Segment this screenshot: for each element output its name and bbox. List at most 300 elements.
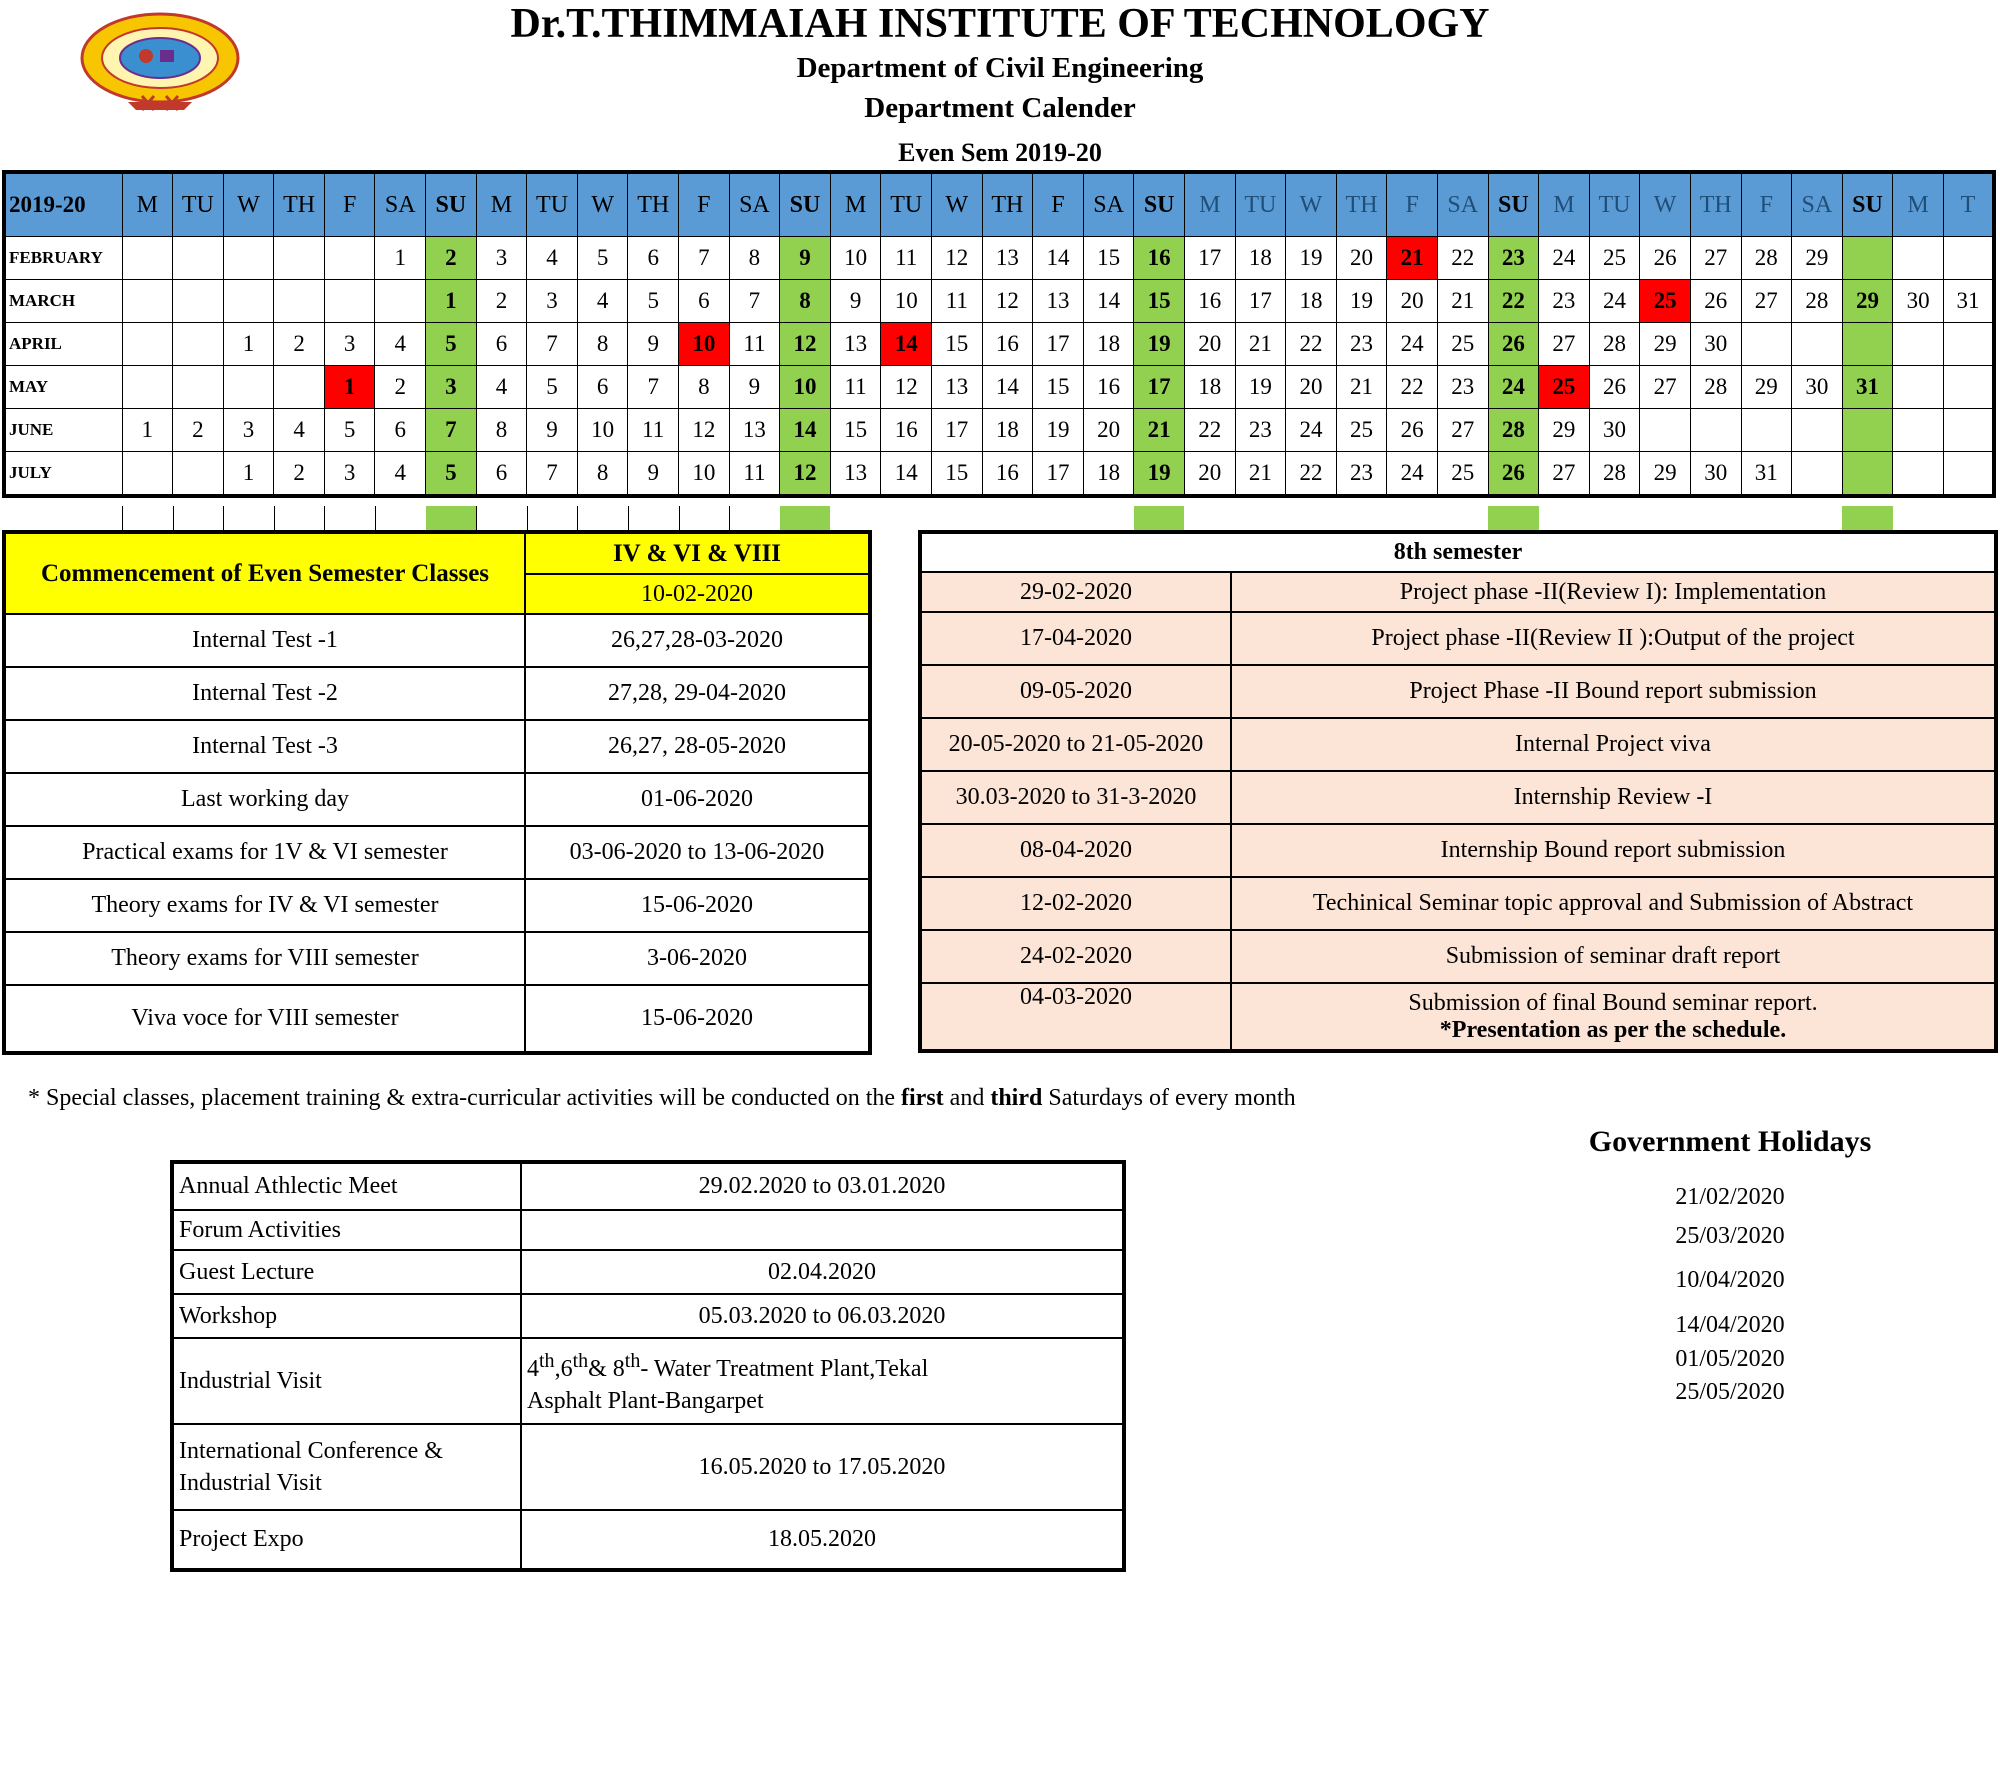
calendar-day: 19 [1235, 366, 1286, 409]
calendar-day: 23 [1336, 452, 1387, 497]
calendar-day: 3 [223, 409, 274, 452]
calendar-day: 16 [1184, 280, 1235, 323]
blank-stub [122, 506, 175, 530]
activity-name: Project Expo [172, 1510, 521, 1570]
calendar-empty-cell [274, 237, 325, 280]
weekday-header: SU [1488, 172, 1539, 237]
calendar-day: 5 [628, 280, 679, 323]
calendar-day: 26 [1690, 280, 1741, 323]
calendar-stub-strip [2, 506, 1996, 530]
eighth-sem-date: 24-02-2020 [920, 930, 1231, 983]
calendar-empty-cell [1741, 323, 1792, 366]
calendar-day: 25 [1336, 409, 1387, 452]
even-semester-schedule [2, 530, 872, 1055]
holiday-day: 10 [679, 323, 730, 366]
schedule-event: Internal Test -1 [4, 614, 525, 667]
calendar-day: 3 [476, 237, 527, 280]
footnote-prefix: * Special classes, placement training & extra-curricular activities will be conducted on the [28, 1085, 902, 1111]
schedule-row [4, 667, 870, 720]
calendar-empty-cell [223, 366, 274, 409]
activity-name: Annual Athlectic Meet [172, 1162, 521, 1210]
weekday-header: M [1893, 172, 1944, 237]
calendar-day: 3 [324, 452, 375, 497]
footnote-suffix: Saturdays of every month [1042, 1085, 1296, 1111]
government-holidays-title: Government Holidays [1588, 1125, 1872, 1158]
calendar-empty-cell [122, 452, 173, 497]
calendar-empty-cell [274, 366, 325, 409]
calendar-day: 5 [577, 237, 628, 280]
calendar-day: 18 [1184, 366, 1235, 409]
calendar-empty-cell [274, 280, 325, 323]
calendar-day: 26 [1640, 237, 1691, 280]
calendar-day: 13 [1033, 280, 1084, 323]
calendar-day: 26 [1387, 409, 1438, 452]
calendar-day: 24 [1589, 280, 1640, 323]
month-label: APRIL [4, 323, 122, 366]
calendar-day: 2 [476, 280, 527, 323]
month-label: FEBRUARY [4, 237, 122, 280]
calendar-day: 6 [628, 237, 679, 280]
calendar-empty-cell [122, 323, 173, 366]
calendar-empty-cell [1842, 452, 1893, 497]
eighth-sem-activity [1231, 983, 1996, 1051]
footnote [28, 1085, 1296, 1112]
calendar-day: 17 [1134, 366, 1185, 409]
blank-stub [577, 506, 630, 530]
calendar-day: 3 [426, 366, 477, 409]
calendar-day: 28 [1589, 452, 1640, 497]
calendar-day: 23 [1488, 237, 1539, 280]
calendar-empty-cell [1842, 323, 1893, 366]
calendar-day: 20 [1286, 366, 1337, 409]
calendar-day: 4 [577, 280, 628, 323]
schedule-date: 3-06-2020 [525, 932, 870, 985]
calendar-day: 3 [527, 280, 578, 323]
calendar-day: 10 [881, 280, 932, 323]
calendar-empty-cell [173, 280, 224, 323]
holiday-day: 21 [1387, 237, 1438, 280]
month-label: MARCH [4, 280, 122, 323]
schedule-event: Theory exams for VIII semester [4, 932, 525, 985]
calendar-empty-cell [1943, 237, 1994, 280]
eighth-sem-activity-text: Submission of final Bound seminar report. [1408, 989, 1818, 1016]
eighth-sem-activity: Techinical Seminar topic approval and Submission of Abstract [1231, 877, 1996, 930]
calendar-day: 20 [1387, 280, 1438, 323]
calendar-day: 20 [1336, 237, 1387, 280]
industrial-visit-detail: 4th,6th& 8th- Water Treatment Plant,Tekal Asphalt Plant-Bangarpet [521, 1338, 1124, 1424]
weekday-header: W [1286, 172, 1337, 237]
weekday-header: F [1387, 172, 1438, 237]
holiday-date: 25/03/2020 [1675, 1223, 1785, 1249]
weekday-header: F [324, 172, 375, 237]
calendar-day: 2 [274, 323, 325, 366]
calendar-day: 8 [679, 366, 730, 409]
calendar-day: 11 [932, 280, 983, 323]
calendar-day: 8 [577, 323, 628, 366]
schedule-event: Viva voce for VIII semester [4, 985, 525, 1053]
calendar-day: 3 [324, 323, 375, 366]
calendar-day: 1 [223, 452, 274, 497]
calendar-day: 19 [1134, 452, 1185, 497]
calendar-empty-cell [375, 280, 426, 323]
schedule-date: 01-06-2020 [525, 773, 870, 826]
calendar-month-row [4, 409, 1994, 452]
calendar-day: 21 [1235, 452, 1286, 497]
holiday-date: 10/04/2020 [1675, 1267, 1785, 1293]
calendar-day: 9 [830, 280, 881, 323]
weekday-header: SA [1792, 172, 1843, 237]
calendar-day: 31 [1842, 366, 1893, 409]
activity-name-line1: International Conference & [179, 1438, 443, 1464]
calendar-day: 25 [1437, 452, 1488, 497]
eighth-sem-date: 04-03-2020 [920, 983, 1231, 1051]
weekday-header: TU [1235, 172, 1286, 237]
calendar-day: 11 [628, 409, 679, 452]
calendar-day: 23 [1235, 409, 1286, 452]
iv-sup-8: th [624, 1350, 641, 1372]
calendar-day: 18 [982, 409, 1033, 452]
schedule-date: 15-06-2020 [525, 879, 870, 932]
calendar-day: 2 [274, 452, 325, 497]
eighth-sem-activity: Project phase -II(Review I): Implementation [1231, 572, 1996, 612]
institute-name: Dr.T.THIMMAIAH INSTITUTE OF TECHNOLOGY [510, 1, 1490, 47]
schedule-date: 26,27,28-03-2020 [525, 614, 870, 667]
iv-sup-4: th [539, 1350, 555, 1372]
activity-name: Industrial Visit [172, 1338, 521, 1424]
activity-name [172, 1424, 521, 1510]
schedule-row [4, 773, 870, 826]
calendar-day: 5 [426, 323, 477, 366]
holiday-day: 1 [324, 366, 375, 409]
calendar-day: 24 [1488, 366, 1539, 409]
iv-sup-6: th [572, 1350, 589, 1372]
calendar-empty-cell [1943, 409, 1994, 452]
weekday-header: SU [1842, 172, 1893, 237]
calendar-day: 27 [1437, 409, 1488, 452]
calendar-day: 31 [1741, 452, 1792, 497]
weekday-header: TH [982, 172, 1033, 237]
calendar-empty-cell [122, 237, 173, 280]
activity-name: Guest Lecture [172, 1250, 521, 1294]
calendar-day: 29 [1842, 280, 1893, 323]
eighth-sem-row [920, 824, 1996, 877]
calendar-empty-cell [1792, 409, 1843, 452]
calendar-day: 7 [527, 323, 578, 366]
weekday-header: SU [780, 172, 831, 237]
iv-sem-6: 6 [560, 1356, 573, 1382]
calendar-empty-cell [1893, 237, 1944, 280]
calendar-day: 8 [476, 409, 527, 452]
weekday-header: W [1640, 172, 1691, 237]
calendar-day: 26 [1488, 323, 1539, 366]
calendar-day: 7 [628, 366, 679, 409]
calendar-day: 7 [729, 280, 780, 323]
calendar-empty-cell [1893, 452, 1944, 497]
eighth-sem-row [920, 877, 1996, 930]
calendar-day: 14 [780, 409, 831, 452]
calendar-day: 16 [982, 452, 1033, 497]
calendar-month-row [4, 237, 1994, 280]
calendar-grid [2, 170, 1996, 498]
calendar-empty-cell [1893, 366, 1944, 409]
holiday-date: 21/02/2020 [1675, 1184, 1785, 1210]
activity-detail: 02.04.2020 [521, 1250, 1124, 1294]
weekday-header: W [932, 172, 983, 237]
calendar-empty-cell [1640, 409, 1691, 452]
calendar-day: 8 [780, 280, 831, 323]
weekday-header: SA [375, 172, 426, 237]
calendar-day: 14 [1083, 280, 1134, 323]
calendar-day: 26 [1488, 452, 1539, 497]
calendar-day: 28 [1589, 323, 1640, 366]
calendar-day: 14 [982, 366, 1033, 409]
calendar-day: 25 [1589, 237, 1640, 280]
eighth-sem-row [920, 612, 1996, 665]
calendar-empty-cell [173, 323, 224, 366]
calendar-day: 6 [476, 323, 527, 366]
calendar-day: 23 [1539, 280, 1590, 323]
calendar-empty-cell [1792, 323, 1843, 366]
weekday-header: SA [729, 172, 780, 237]
footnote-and: and [943, 1085, 991, 1111]
calendar-empty-cell [1792, 452, 1843, 497]
weekday-header: F [1033, 172, 1084, 237]
calendar-day: 30 [1690, 452, 1741, 497]
schedule-row [4, 985, 870, 1053]
calendar-day: 21 [1235, 323, 1286, 366]
blank-stub [729, 506, 782, 530]
weekday-header: SU [426, 172, 477, 237]
calendar-day: 31 [1943, 280, 1994, 323]
sunday-stub [426, 506, 477, 530]
calendar-day: 12 [982, 280, 1033, 323]
calendar-day: 17 [932, 409, 983, 452]
calendar-day: 17 [1033, 323, 1084, 366]
eighth-semester-schedule [918, 530, 1998, 1053]
calendar-month-row [4, 452, 1994, 497]
weekday-header: T [1943, 172, 1994, 237]
calendar-day: 18 [1083, 323, 1134, 366]
calendar-empty-cell [173, 452, 224, 497]
blank-stub [375, 506, 428, 530]
calendar-day: 29 [1539, 409, 1590, 452]
calendar-day: 7 [527, 452, 578, 497]
calendar-day: 6 [577, 366, 628, 409]
activity-detail [521, 1210, 1124, 1250]
iv-line1: - Water Treatment Plant,Tekal [640, 1356, 929, 1382]
weekday-header: M [1184, 172, 1235, 237]
calendar-day: 12 [679, 409, 730, 452]
eighth-sem-date: 20-05-2020 to 21-05-2020 [920, 718, 1231, 771]
calendar-month-row [4, 323, 1994, 366]
calendar-day: 16 [1134, 237, 1185, 280]
calendar-day: 15 [932, 323, 983, 366]
calendar-day: 13 [830, 452, 881, 497]
activity-name-line2: Industrial Visit [179, 1470, 322, 1496]
calendar-day: 19 [1033, 409, 1084, 452]
schedule-event: Theory exams for IV & VI semester [4, 879, 525, 932]
schedule-date: 15-06-2020 [525, 985, 870, 1053]
sunday-stub [1488, 506, 1539, 530]
calendar-empty-cell [1943, 452, 1994, 497]
calendar-day: 8 [577, 452, 628, 497]
eighth-sem-date: 08-04-2020 [920, 824, 1231, 877]
activity-name: Forum Activities [172, 1210, 521, 1250]
calendar-day: 15 [1083, 237, 1134, 280]
calendar-empty-cell [1690, 409, 1741, 452]
calendar-day: 20 [1184, 452, 1235, 497]
blank-stub [628, 506, 681, 530]
calendar-day: 5 [527, 366, 578, 409]
calendar-empty-cell [324, 237, 375, 280]
calendar-day: 4 [476, 366, 527, 409]
calendar-day: 2 [173, 409, 224, 452]
calendar-day: 9 [628, 323, 679, 366]
activities-table [170, 1160, 1126, 1572]
calendar-empty-cell [173, 237, 224, 280]
calendar-day: 17 [1235, 280, 1286, 323]
calendar-day: 29 [1640, 452, 1691, 497]
calendar-day: 10 [679, 452, 730, 497]
eighth-sem-date: 12-02-2020 [920, 877, 1231, 930]
calendar-day: 7 [679, 237, 730, 280]
calendar-day: 24 [1539, 237, 1590, 280]
weekday-header: TU [1589, 172, 1640, 237]
calendar-day: 20 [1184, 323, 1235, 366]
calendar-day: 25 [1437, 323, 1488, 366]
calendar-day: 9 [729, 366, 780, 409]
calendar-day: 18 [1235, 237, 1286, 280]
weekday-header: TH [1336, 172, 1387, 237]
holiday-day: 25 [1640, 280, 1691, 323]
calendar-day: 12 [780, 323, 831, 366]
schedule-event: Internal Test -2 [4, 667, 525, 720]
calendar-day: 11 [729, 323, 780, 366]
schedule-event: Practical exams for 1V & VI semester [4, 826, 525, 879]
calendar-day: 28 [1792, 280, 1843, 323]
calendar-day: 27 [1539, 323, 1590, 366]
calendar-day: 22 [1286, 452, 1337, 497]
calendar-day: 27 [1741, 280, 1792, 323]
calendar-day: 30 [1690, 323, 1741, 366]
calendar-day: 23 [1437, 366, 1488, 409]
calendar-year-label: 2019-20 [4, 172, 122, 237]
calendar-day: 17 [1033, 452, 1084, 497]
calendar-day: 14 [1033, 237, 1084, 280]
calendar-day: 22 [1437, 237, 1488, 280]
eighth-sem-date: 17-04-2020 [920, 612, 1231, 665]
calendar-day: 10 [780, 366, 831, 409]
calendar-day: 27 [1539, 452, 1590, 497]
schedule-row [4, 720, 870, 773]
calendar-day: 11 [729, 452, 780, 497]
calendar-empty-cell [173, 366, 224, 409]
calendar-empty-cell [1842, 237, 1893, 280]
calendar-day: 19 [1134, 323, 1185, 366]
calendar-title: Department Calender [864, 92, 1136, 124]
calendar-day: 21 [1134, 409, 1185, 452]
schedule-event: Last working day [4, 773, 525, 826]
month-label: JULY [4, 452, 122, 497]
calendar-day: 22 [1488, 280, 1539, 323]
calendar-day: 20 [1083, 409, 1134, 452]
weekday-header: TU [881, 172, 932, 237]
weekday-header: TU [527, 172, 578, 237]
blank-stub [324, 506, 377, 530]
eighth-semester-title: 8th semester [920, 532, 1996, 572]
calendar-day: 4 [274, 409, 325, 452]
eighth-sem-date: 30.03-2020 to 31-3-2020 [920, 771, 1231, 824]
calendar-empty-cell [1943, 366, 1994, 409]
calendar-day: 27 [1640, 366, 1691, 409]
calendar-day: 11 [830, 366, 881, 409]
semester-label: Even Sem 2019-20 [898, 138, 1102, 167]
calendar-day: 5 [426, 452, 477, 497]
calendar-day: 8 [729, 237, 780, 280]
blank-stub [476, 506, 529, 530]
activity-detail: 29.02.2020 to 03.01.2020 [521, 1162, 1124, 1210]
weekday-header: TH [1690, 172, 1741, 237]
calendar-day: 29 [1640, 323, 1691, 366]
month-label: MAY [4, 366, 122, 409]
weekday-header: TU [173, 172, 224, 237]
calendar-day: 11 [881, 237, 932, 280]
commencement-semesters: IV & VI & VIII [525, 532, 870, 574]
calendar-day: 1 [426, 280, 477, 323]
calendar-month-row [4, 366, 1994, 409]
eighth-sem-row [920, 665, 1996, 718]
calendar-day: 9 [527, 409, 578, 452]
calendar-day: 10 [577, 409, 628, 452]
calendar-day: 6 [679, 280, 730, 323]
department-name: Department of Civil Engineering [796, 52, 1204, 84]
calendar-day: 4 [527, 237, 578, 280]
eighth-sem-date: 29-02-2020 [920, 572, 1231, 612]
calendar-day: 24 [1286, 409, 1337, 452]
weekday-header: M [122, 172, 173, 237]
calendar-day: 9 [628, 452, 679, 497]
calendar-empty-cell [1893, 323, 1944, 366]
calendar-day: 30 [1589, 409, 1640, 452]
calendar-day: 15 [1134, 280, 1185, 323]
calendar-empty-cell [1842, 409, 1893, 452]
weekday-header: M [476, 172, 527, 237]
weekday-header: TH [628, 172, 679, 237]
sunday-stub [780, 506, 831, 530]
weekday-header: W [577, 172, 628, 237]
calendar-day: 17 [1184, 237, 1235, 280]
calendar-day: 13 [982, 237, 1033, 280]
calendar-day: 12 [780, 452, 831, 497]
eighth-sem-row [920, 930, 1996, 983]
calendar-month-row [4, 280, 1994, 323]
calendar-day: 22 [1184, 409, 1235, 452]
calendar-day: 19 [1336, 280, 1387, 323]
holiday-date: 25/05/2020 [1675, 1379, 1785, 1405]
commencement-label: Commencement of Even Semester Classes [4, 532, 525, 614]
eighth-sem-activity: Internship Bound report submission [1231, 824, 1996, 877]
blank-stub [173, 506, 226, 530]
calendar-day: 28 [1741, 237, 1792, 280]
calendar-day: 24 [1387, 452, 1438, 497]
calendar-day: 1 [122, 409, 173, 452]
schedule-date: 26,27, 28-05-2020 [525, 720, 870, 773]
calendar-day: 24 [1387, 323, 1438, 366]
calendar-day: 1 [223, 323, 274, 366]
iv-sem-8: 8 [612, 1356, 625, 1382]
commencement-date: 10-02-2020 [525, 574, 870, 614]
calendar-day: 7 [426, 409, 477, 452]
